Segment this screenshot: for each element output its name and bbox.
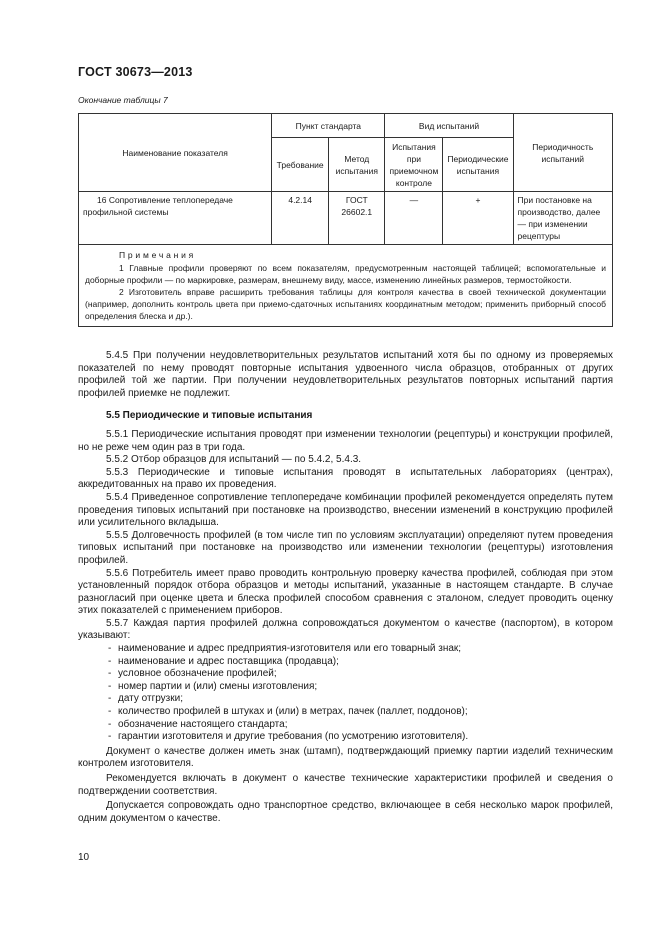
list-item: - условное обозначение профилей; xyxy=(78,668,613,681)
paragraph-stamp: Документ о качестве должен иметь знак (штамп), подтверждающий приемку партии изделий техническим контролем изготовителя. xyxy=(78,745,613,770)
notes-title: Примечания xyxy=(119,250,197,260)
row-periodicity: При постановке на производство, далее — при изменении рецептуры xyxy=(513,192,612,245)
page-number: 10 xyxy=(78,852,90,863)
notes-cell xyxy=(79,245,613,327)
header-periodicity: Периодичность испытаний xyxy=(513,114,612,192)
row-acceptance: — xyxy=(385,192,443,245)
list-item: - гарантии изготовителя и другие требования (по усмотрению изготовителя). xyxy=(78,731,613,744)
paragraph-5-5-3: 5.5.3 Периодические и типовые испытания проводят в испытательных лабораториях (центрах), аккредитованных на право их проведения. xyxy=(78,466,613,491)
list-item: - дату отгрузки; xyxy=(78,693,613,706)
paragraph-5-5-2: 5.5.2 Отбор образцов для испытаний — по 5.4.2, 5.4.3. xyxy=(106,454,362,466)
header-clause-group: Пункт стандарта xyxy=(272,114,385,138)
paragraph-5-5-4: 5.5.4 Приведенное сопротивление теплопередаче комбинации профилей рекомендуется определять путем проведения типовых испытаний при постановке на производство, внесении изменений в конструкцию профилей или усилительного вкладыша. xyxy=(78,491,613,529)
paragraph-allowed: Допускается сопровождать одно транспортное средство, включающее в себя несколько марок профилей, одним документом о качестве. xyxy=(78,800,613,824)
header-method: Метод испытания xyxy=(329,138,385,192)
row-indicator: 16 Сопротивление теплопередаче профильной системы xyxy=(79,192,272,245)
paragraph-5-5-5: 5.5.5 Долговечность профилей (в том числе тип по условиям эксплуатации) определяют путем проведения типовых испытаний при постановке на производство или изменении технологии (рецептуры) изготовления профилей. xyxy=(78,529,613,566)
note-1: 1 Главные профили проверяют по всем показателям, предусмотренным настоящей таблицей; вспомогательные и доборные профили — по маркировке, размерам, внешнему виду, массе, изменению линейных размеров, термостойкости. xyxy=(85,263,606,285)
paragraph-5-5-6: 5.5.6 Потребитель имеет право проводить контрольную проверку качества профилей, соблюдая при этом установленный порядок отбора образцов и методы испытаний, указанные в настоящем стандарте. В случае разногласий при оценке цвета и блеска профилей способом сравнения с эталоном, следует проводить оценку этих показателей с применением приборов. xyxy=(78,567,613,617)
header-periodic: Периодические испытания xyxy=(443,138,513,192)
row-requirement: 4.2.14 xyxy=(272,192,329,245)
passport-contents-list xyxy=(78,643,613,744)
document-header: ГОСТ 30673—2013 xyxy=(78,65,193,79)
list-item: - номер партии и (или) смены изготовления; xyxy=(78,681,613,694)
header-acceptance: Испытания при приемочном контроле xyxy=(385,138,443,192)
paragraph-recommend: Рекомендуется включать в документ о качестве технические характеристики профилей и сведения о подтверждении соответствия. xyxy=(78,773,613,797)
header-test-type-group: Вид испытаний xyxy=(385,114,513,138)
list-item: - количество профилей в штуках и (или) в метрах, пачек (паллет, поддонов); xyxy=(78,706,613,719)
row-method: ГОСТ 26602.1 xyxy=(329,192,385,245)
header-requirement: Требование xyxy=(272,138,329,192)
section-heading-5-5: 5.5 Периодические и типовые испытания xyxy=(106,410,313,422)
table-7 xyxy=(78,113,613,327)
paragraph-5-5-1: 5.5.1 Периодические испытания проводят при изменении технологии (рецептуры) и конструкции профилей, но не реже чем один раз в три года. xyxy=(78,428,613,453)
row-periodic: + xyxy=(443,192,513,245)
header-indicator: Наименование показателя xyxy=(79,114,272,192)
list-item: - обозначение настоящего стандарта; xyxy=(78,719,613,732)
list-item: - наименование и адрес поставщика (продавца); xyxy=(78,656,613,669)
note-2: 2 Изготовитель вправе расширить требования таблицы для контроля качества в своей технической документации (например, дополнить контроль цвета при приемо-сдаточных испытаниях координатным методом; применить приборный способ определения блеска и др.). xyxy=(85,287,606,321)
body-text xyxy=(78,350,613,825)
table-caption: Окончание таблицы 7 xyxy=(78,95,168,105)
paragraph-5-5-7: 5.5.7 Каждая партия профилей должна сопровождаться документом о качестве (паспортом), в котором указывают: xyxy=(78,617,613,642)
list-item: - наименование и адрес предприятия-изготовителя или его товарный знак; xyxy=(78,643,613,656)
paragraph-5-4-5: 5.4.5 При получении неудовлетворительных результатов испытаний хотя бы по одному из проверяемых показателей по нему проводят повторные испытания удвоенного числа образцов, отобранных от других профилей той же партии. При получении неудовлетворительных результатов повторных испытаний партия профилей приемке не подлежит. xyxy=(78,350,613,399)
